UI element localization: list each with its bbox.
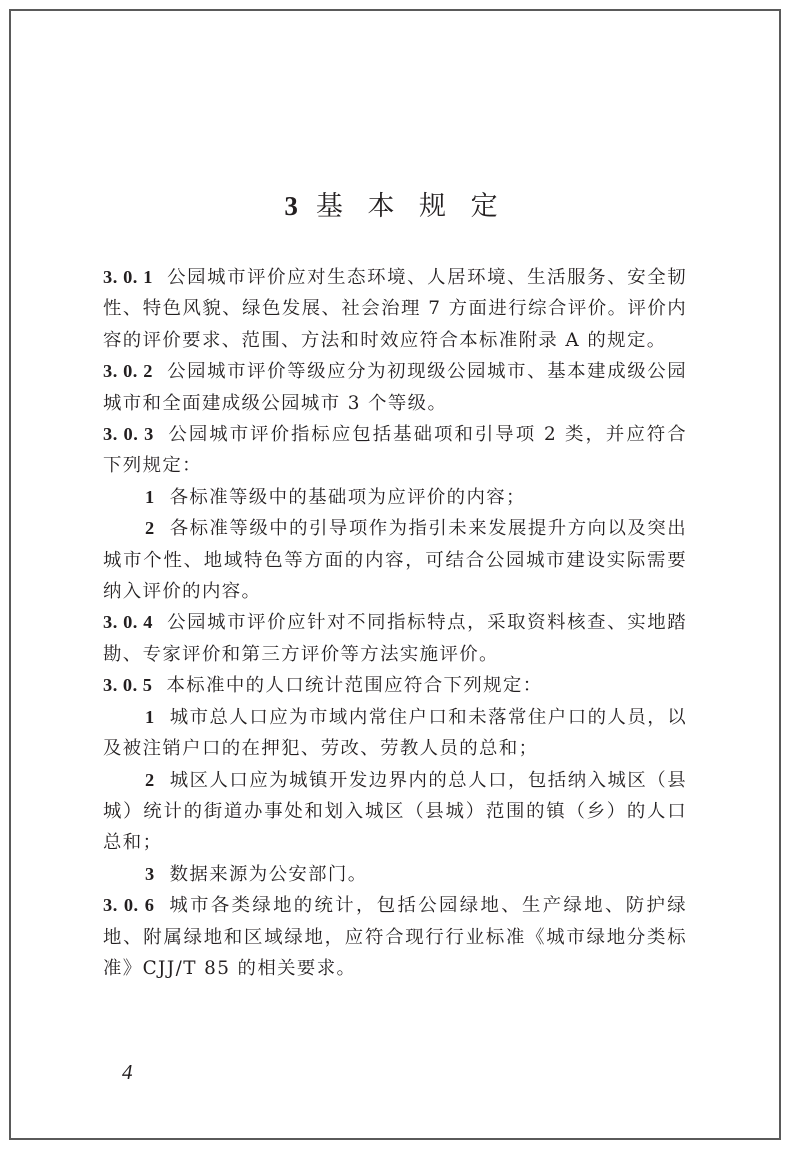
item-number: 1 (145, 486, 156, 507)
clause-number: 3. 0. 6 (103, 895, 155, 916)
page-number: 4 (122, 1060, 133, 1084)
clause-text: 公园城市评价应针对不同指标特点，采取资料核查、实地踏勘、专家评价和第三方评价等方法实施评价。 (103, 612, 687, 665)
section-number: 3 (284, 191, 306, 221)
clause-text: 公园城市评价应对生态环境、人居环境、生活服务、安全韧性、特色风貌、绿色发展、社会治理 7 方面进行综合评价。评价内容的评价要求、范围、方法和时效应符合本标准附录 A 的规定。 (103, 267, 687, 351)
clause-3-0-3-item-1 (103, 482, 687, 513)
section-title (0, 186, 790, 227)
item-text: 城市总人口应为市域内常住户口和未落常住户口的人员，以及被注销户口的在押犯、劳改、劳教人员的总和； (103, 706, 687, 760)
clause-number: 3. 0. 2 (103, 361, 153, 382)
clause-3-0-3-item-2 (103, 513, 687, 607)
item-number: 3 (145, 863, 156, 884)
item-number: 2 (145, 769, 156, 790)
clause-text: 本标准中的人口统计范围应符合下列规定： (166, 675, 543, 697)
clause-number: 3. 0. 4 (103, 612, 153, 633)
item-text: 数据来源为公安部门。 (169, 863, 368, 885)
clause-3-0-3 (103, 419, 687, 482)
clause-3-0-2 (103, 356, 687, 419)
item-text: 各标准等级中的基础项为应评价的内容； (169, 486, 526, 508)
clause-text: 城市各类绿地的统计，包括公园绿地、生产绿地、防护绿地、附属绿地和区域绿地，应符合现行行业标准《城市绿地分类标准》CJJ/T 85 的相关要求。 (103, 895, 687, 979)
clause-text: 公园城市评价等级应分为初现级公园城市、基本建成级公园城市和全面建成级公园城市 3 个等级。 (103, 361, 687, 414)
clause-3-0-5 (103, 670, 687, 701)
item-number: 2 (145, 518, 156, 539)
clause-3-0-5-item-2 (103, 765, 687, 859)
item-text: 各标准等级中的引导项作为指引未来发展提升方向以及突出城市个性、地域特色等方面的内容，可结合公园城市建设实际需要纳入评价的内容。 (103, 518, 687, 603)
clause-3-0-6 (103, 890, 687, 984)
clause-number: 3. 0. 1 (103, 267, 153, 287)
clause-3-0-1 (103, 262, 687, 356)
clause-3-0-5-item-1 (103, 702, 687, 765)
clause-number: 3. 0. 3 (103, 424, 154, 445)
section-title-text: 基 本 规 定 (315, 191, 506, 222)
clause-text: 公园城市评价指标应包括基础项和引导项 2 类，并应符合下列规定： (103, 424, 687, 477)
item-text: 城区人口应为城镇开发边界内的总人口，包括纳入城区（县城）统计的街道办事处和划入城区（县城）范围的镇（乡）的人口总和； (103, 769, 687, 854)
item-number: 1 (145, 706, 156, 727)
document-body (103, 262, 687, 984)
clause-number: 3. 0. 5 (103, 675, 153, 696)
clause-3-0-4 (103, 607, 687, 670)
clause-3-0-5-item-3 (103, 859, 687, 890)
